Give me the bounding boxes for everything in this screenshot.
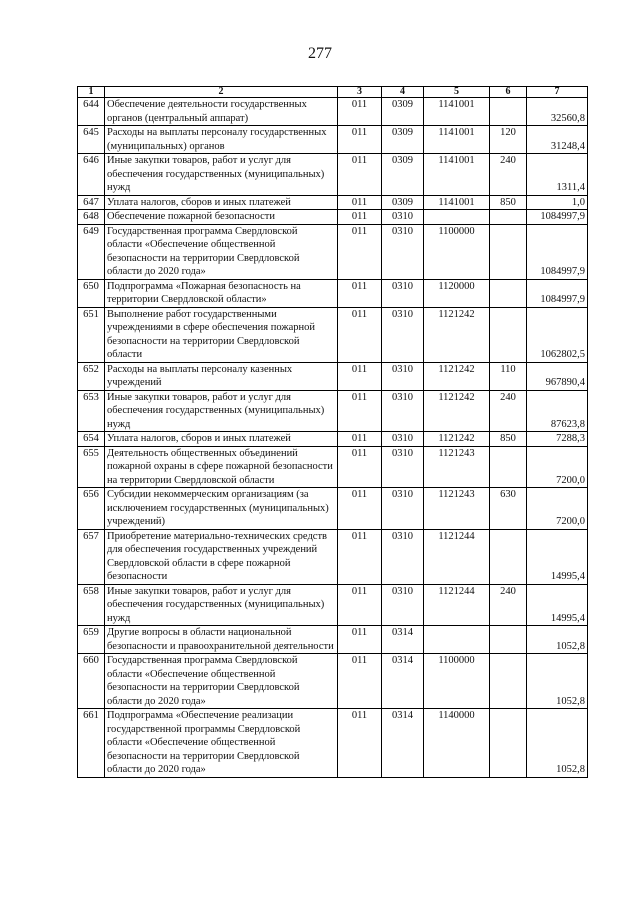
target-code-cell: 1141001 — [424, 98, 490, 126]
row-number-cell: 645 — [78, 126, 105, 154]
ministry-code-cell: 011 — [338, 210, 382, 225]
expense-type-code-cell: 630 — [490, 488, 527, 530]
amount-cell: 14995,4 — [527, 584, 588, 626]
item-description-cell: Иные закупки товаров, работ и услуг для обеспечения государственных (муниципальных) нужд — [105, 154, 338, 196]
amount-cell: 1084997,9 — [527, 210, 588, 225]
section-code-cell: 0310 — [382, 224, 424, 279]
column-header-2: 2 — [105, 87, 338, 98]
item-description-cell: Выполнение работ государственными учреждениями в сфере обеспечения пожарной безопасности на территории Свердловской области — [105, 307, 338, 362]
row-number-cell: 659 — [78, 626, 105, 654]
expense-type-code-cell — [490, 709, 527, 778]
item-description-cell: Расходы на выплаты персоналу казенных учреждений — [105, 362, 338, 390]
amount-cell: 32560,8 — [527, 98, 588, 126]
expense-type-code-cell — [490, 654, 527, 709]
item-description-cell: Субсидии некоммерческим организациям (за исключением государственных (муниципальных) учреждений) — [105, 488, 338, 530]
table-row — [78, 432, 588, 447]
column-header-7: 7 — [527, 87, 588, 98]
target-code-cell: 1100000 — [424, 224, 490, 279]
table-row — [78, 279, 588, 307]
ministry-code-cell: 011 — [338, 488, 382, 530]
table-row — [78, 529, 588, 584]
section-code-cell: 0309 — [382, 98, 424, 126]
row-number-cell: 652 — [78, 362, 105, 390]
expense-type-code-cell: 240 — [490, 390, 527, 432]
expense-type-code-cell: 120 — [490, 126, 527, 154]
target-code-cell: 1121243 — [424, 488, 490, 530]
section-code-cell: 0314 — [382, 709, 424, 778]
amount-cell: 7288,3 — [527, 432, 588, 447]
column-header-3: 3 — [338, 87, 382, 98]
amount-cell: 1052,8 — [527, 654, 588, 709]
amount-cell: 1311,4 — [527, 154, 588, 196]
amount-cell: 1062802,5 — [527, 307, 588, 362]
ministry-code-cell: 011 — [338, 98, 382, 126]
row-number-cell: 651 — [78, 307, 105, 362]
section-code-cell: 0309 — [382, 126, 424, 154]
ministry-code-cell: 011 — [338, 362, 382, 390]
target-code-cell: 1121242 — [424, 390, 490, 432]
table-row — [78, 709, 588, 778]
amount-cell: 967890,4 — [527, 362, 588, 390]
section-code-cell: 0309 — [382, 154, 424, 196]
row-number-cell: 660 — [78, 654, 105, 709]
target-code-cell: 1121244 — [424, 529, 490, 584]
amount-cell: 31248,4 — [527, 126, 588, 154]
item-description-cell: Приобретение материально-технических средств для обеспечения государственных учреждений Свердловской области в сфере пожарной безопасности — [105, 529, 338, 584]
row-number-cell: 657 — [78, 529, 105, 584]
row-number-cell: 661 — [78, 709, 105, 778]
ministry-code-cell: 011 — [338, 626, 382, 654]
section-code-cell: 0310 — [382, 279, 424, 307]
item-description-cell: Государственная программа Свердловской области «Обеспечение общественной безопасности на территории Свердловской области до 2020 года» — [105, 224, 338, 279]
section-code-cell: 0310 — [382, 432, 424, 447]
ministry-code-cell: 011 — [338, 432, 382, 447]
expense-type-code-cell — [490, 224, 527, 279]
ministry-code-cell: 011 — [338, 446, 382, 488]
section-code-cell: 0310 — [382, 488, 424, 530]
target-code-cell: 1121244 — [424, 584, 490, 626]
column-header-1: 1 — [78, 87, 105, 98]
column-header-6: 6 — [490, 87, 527, 98]
expense-type-code-cell — [490, 626, 527, 654]
amount-cell: 1052,8 — [527, 709, 588, 778]
header-row — [78, 87, 588, 98]
table-row — [78, 224, 588, 279]
expense-type-code-cell: 240 — [490, 154, 527, 196]
ministry-code-cell: 011 — [338, 529, 382, 584]
column-header-5: 5 — [424, 87, 490, 98]
table-row — [78, 488, 588, 530]
target-code-cell: 1140000 — [424, 709, 490, 778]
section-code-cell: 0309 — [382, 195, 424, 210]
ministry-code-cell: 011 — [338, 390, 382, 432]
table-row — [78, 210, 588, 225]
amount-cell: 14995,4 — [527, 529, 588, 584]
target-code-cell: 1121242 — [424, 432, 490, 447]
target-code-cell: 1121242 — [424, 362, 490, 390]
ministry-code-cell: 011 — [338, 307, 382, 362]
expense-type-code-cell — [490, 529, 527, 584]
item-description-cell: Иные закупки товаров, работ и услуг для обеспечения государственных (муниципальных) нужд — [105, 390, 338, 432]
section-code-cell: 0314 — [382, 654, 424, 709]
page-number: 277 — [308, 45, 332, 62]
section-code-cell: 0310 — [382, 446, 424, 488]
ministry-code-cell: 011 — [338, 195, 382, 210]
amount-cell: 1,0 — [527, 195, 588, 210]
ministry-code-cell: 011 — [338, 154, 382, 196]
ministry-code-cell: 011 — [338, 584, 382, 626]
row-number-cell: 655 — [78, 446, 105, 488]
target-code-cell: 1120000 — [424, 279, 490, 307]
section-code-cell: 0310 — [382, 307, 424, 362]
row-number-cell: 656 — [78, 488, 105, 530]
target-code-cell: 1100000 — [424, 654, 490, 709]
item-description-cell: Обеспечение деятельности государственных органов (центральный аппарат) — [105, 98, 338, 126]
expense-type-code-cell: 110 — [490, 362, 527, 390]
table-row — [78, 654, 588, 709]
row-number-cell: 647 — [78, 195, 105, 210]
item-description-cell: Другие вопросы в области национальной безопасности и правоохранительной деятельности — [105, 626, 338, 654]
expense-type-code-cell — [490, 98, 527, 126]
row-number-cell: 658 — [78, 584, 105, 626]
item-description-cell: Подпрограмма «Пожарная безопасность на территории Свердловской области» — [105, 279, 338, 307]
item-description-cell: Расходы на выплаты персоналу государственных (муниципальных) органов — [105, 126, 338, 154]
item-description-cell: Деятельность общественных объединений пожарной охраны в сфере пожарной безопасности на территории Свердловской области — [105, 446, 338, 488]
expense-type-code-cell: 850 — [490, 195, 527, 210]
item-description-cell: Уплата налогов, сборов и иных платежей — [105, 432, 338, 447]
target-code-cell: 1121242 — [424, 307, 490, 362]
ministry-code-cell: 011 — [338, 279, 382, 307]
item-description-cell: Уплата налогов, сборов и иных платежей — [105, 195, 338, 210]
table-row — [78, 195, 588, 210]
table-row — [78, 626, 588, 654]
section-code-cell: 0310 — [382, 362, 424, 390]
row-number-cell: 644 — [78, 98, 105, 126]
amount-cell: 87623,8 — [527, 390, 588, 432]
amount-cell: 1084997,9 — [527, 224, 588, 279]
item-description-cell: Государственная программа Свердловской области «Обеспечение общественной безопасности на территории Свердловской области до 2020 года» — [105, 654, 338, 709]
item-description-cell: Обеспечение пожарной безопасности — [105, 210, 338, 225]
row-number-cell: 653 — [78, 390, 105, 432]
amount-cell: 1084997,9 — [527, 279, 588, 307]
ministry-code-cell: 011 — [338, 126, 382, 154]
ministry-code-cell: 011 — [338, 654, 382, 709]
table-row — [78, 154, 588, 196]
table-row — [78, 362, 588, 390]
table-row — [78, 126, 588, 154]
table-row — [78, 98, 588, 126]
table-row — [78, 446, 588, 488]
target-code-cell: 1141001 — [424, 195, 490, 210]
section-code-cell: 0310 — [382, 584, 424, 626]
section-code-cell: 0310 — [382, 210, 424, 225]
amount-cell: 7200,0 — [527, 446, 588, 488]
expense-type-code-cell — [490, 307, 527, 362]
target-code-cell: 1121243 — [424, 446, 490, 488]
target-code-cell — [424, 210, 490, 225]
target-code-cell — [424, 626, 490, 654]
expense-type-code-cell: 850 — [490, 432, 527, 447]
expense-type-code-cell: 240 — [490, 584, 527, 626]
row-number-cell: 650 — [78, 279, 105, 307]
section-code-cell: 0310 — [382, 390, 424, 432]
amount-cell: 7200,0 — [527, 488, 588, 530]
ministry-code-cell: 011 — [338, 224, 382, 279]
ministry-code-cell: 011 — [338, 709, 382, 778]
table-row — [78, 584, 588, 626]
item-description-cell: Подпрограмма «Обеспечение реализации государственной программы Свердловской области «Обеспечение общественной безопасности на территории Свердловской области до 2020 года» — [105, 709, 338, 778]
row-number-cell: 649 — [78, 224, 105, 279]
row-number-cell: 654 — [78, 432, 105, 447]
budget-table — [77, 86, 588, 778]
column-header-4: 4 — [382, 87, 424, 98]
amount-cell: 1052,8 — [527, 626, 588, 654]
target-code-cell: 1141001 — [424, 126, 490, 154]
item-description-cell: Иные закупки товаров, работ и услуг для обеспечения государственных (муниципальных) нужд — [105, 584, 338, 626]
row-number-cell: 648 — [78, 210, 105, 225]
expense-type-code-cell — [490, 210, 527, 225]
section-code-cell: 0310 — [382, 529, 424, 584]
target-code-cell: 1141001 — [424, 154, 490, 196]
expense-type-code-cell — [490, 279, 527, 307]
row-number-cell: 646 — [78, 154, 105, 196]
table-row — [78, 307, 588, 362]
expense-type-code-cell — [490, 446, 527, 488]
table-row — [78, 390, 588, 432]
section-code-cell: 0314 — [382, 626, 424, 654]
